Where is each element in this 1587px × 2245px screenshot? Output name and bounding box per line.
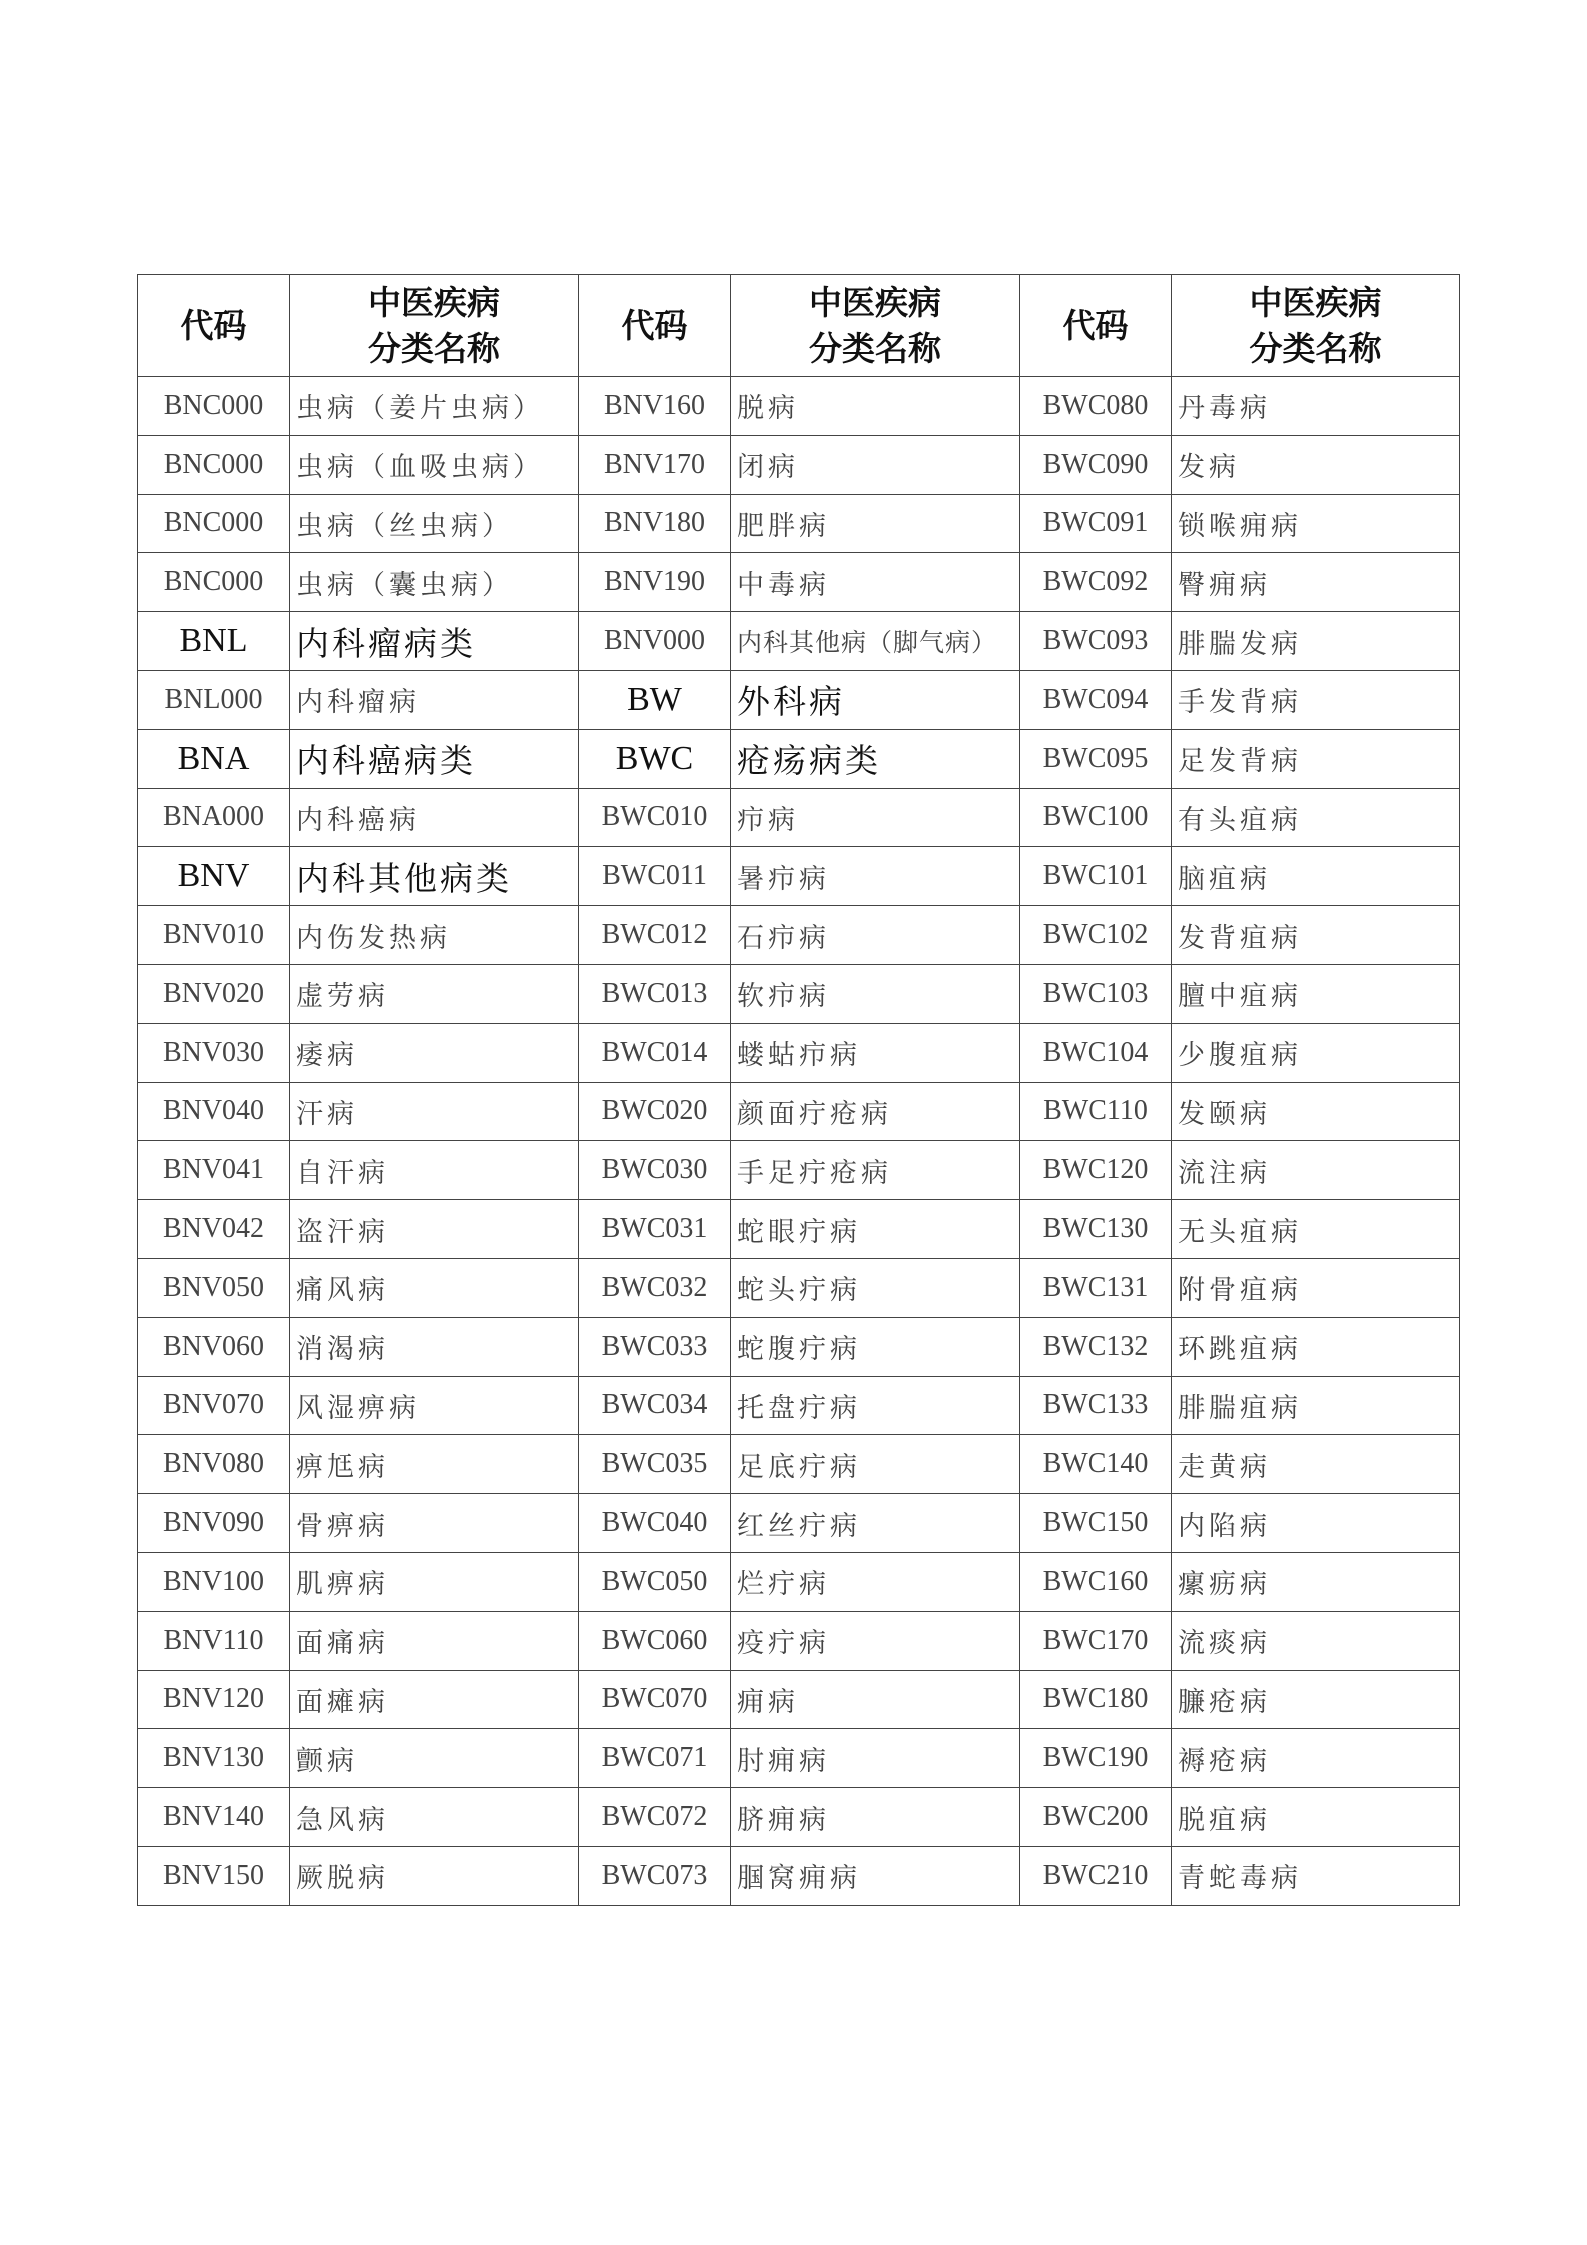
disease-name-cell: 托盘疔病 (731, 1376, 1020, 1435)
table-row (138, 964, 1460, 1023)
disease-name-cell: 自汗病 (290, 1141, 579, 1200)
disease-name-cell: 褥疮病 (1172, 1729, 1460, 1788)
code-cell: BNC000 (138, 377, 290, 436)
code-cell: BWC014 (579, 1023, 731, 1082)
table-row (138, 1258, 1460, 1317)
header-row (138, 275, 1460, 377)
disease-name-cell: 颜面疔疮病 (731, 1082, 1020, 1141)
tcm-disease-code-table (137, 274, 1460, 1906)
code-cell: BWC030 (579, 1141, 731, 1200)
disease-name-cell: 闭病 (731, 435, 1020, 494)
table-row (138, 1200, 1460, 1259)
table-row (138, 670, 1460, 729)
disease-name-cell: 痈病 (731, 1670, 1020, 1729)
code-cell: BWC033 (579, 1317, 731, 1376)
code-cell: BWC010 (579, 788, 731, 847)
name-header-line-1: 中医疾病 (368, 282, 500, 322)
disease-name-cell: 风湿痹病 (290, 1376, 579, 1435)
code-cell: BWC200 (1020, 1788, 1172, 1847)
code-cell: BWC120 (1020, 1141, 1172, 1200)
table-row (138, 1376, 1460, 1435)
disease-name-cell: 内科瘤病 (290, 670, 579, 729)
code-cell: BWC132 (1020, 1317, 1172, 1376)
table-row (138, 377, 1460, 436)
code-cell: BNV041 (138, 1141, 290, 1200)
disease-name-cell: 脱疽病 (1172, 1788, 1460, 1847)
disease-name-cell: 急风病 (290, 1788, 579, 1847)
name-header-line-2: 分类名称 (1249, 328, 1382, 368)
disease-name-cell: 痹尪病 (290, 1435, 579, 1494)
code-cell: BNV060 (138, 1317, 290, 1376)
code-cell: BWC160 (1020, 1552, 1172, 1611)
code-cell: BWC102 (1020, 906, 1172, 965)
code-cell: BWC091 (1020, 494, 1172, 553)
code-cell: BNV042 (138, 1200, 290, 1259)
disease-name-cell: 暑疖病 (731, 847, 1020, 906)
disease-name-cell: 肥胖病 (731, 494, 1020, 553)
code-header: 代码 (138, 275, 290, 377)
code-cell: BWC210 (1020, 1846, 1172, 1905)
table-row (138, 1611, 1460, 1670)
code-cell: BWC170 (1020, 1611, 1172, 1670)
disease-name-cell: 痛风病 (290, 1258, 579, 1317)
code-cell: BWC035 (579, 1435, 731, 1494)
category-name-cell: 疮疡病类 (731, 729, 1020, 788)
table-row (138, 1317, 1460, 1376)
code-cell: BWC131 (1020, 1258, 1172, 1317)
code-cell: BNC000 (138, 435, 290, 494)
disease-name-cell: 内陷病 (1172, 1494, 1460, 1553)
code-cell: BWC095 (1020, 729, 1172, 788)
table-row (138, 729, 1460, 788)
disease-name-cell: 虫病（丝虫病） (290, 494, 579, 553)
table-row (138, 1435, 1460, 1494)
code-cell: BNV140 (138, 1788, 290, 1847)
code-cell: BNV160 (579, 377, 731, 436)
disease-name-cell: 发病 (1172, 435, 1460, 494)
category-code-cell: BNV (138, 847, 290, 906)
code-cell: BWC180 (1020, 1670, 1172, 1729)
code-cell: BWC031 (579, 1200, 731, 1259)
table-row (138, 553, 1460, 612)
category-name-cell: 内科瘤病类 (290, 612, 579, 671)
disease-name-cell: 腓腨发病 (1172, 612, 1460, 671)
table-row (138, 1552, 1460, 1611)
name-header (1172, 275, 1460, 377)
disease-name-cell: 消渴病 (290, 1317, 579, 1376)
code-cell: BNV110 (138, 1611, 290, 1670)
code-cell: BWC020 (579, 1082, 731, 1141)
name-header (290, 275, 579, 377)
table-row (138, 1729, 1460, 1788)
disease-name-cell: 脱病 (731, 377, 1020, 436)
disease-name-cell: 肌痹病 (290, 1552, 579, 1611)
table-row (138, 435, 1460, 494)
code-cell: BNV090 (138, 1494, 290, 1553)
table-row (138, 788, 1460, 847)
disease-name-cell: 青蛇毒病 (1172, 1846, 1460, 1905)
disease-name-cell: 臁疮病 (1172, 1670, 1460, 1729)
code-cell: BNV050 (138, 1258, 290, 1317)
code-cell: BWC011 (579, 847, 731, 906)
disease-name-cell: 盗汗病 (290, 1200, 579, 1259)
disease-name-cell: 骨痹病 (290, 1494, 579, 1553)
disease-name-cell: 手足疔疮病 (731, 1141, 1020, 1200)
disease-name-cell: 中毒病 (731, 553, 1020, 612)
code-cell: BWC092 (1020, 553, 1172, 612)
code-header: 代码 (1020, 275, 1172, 377)
disease-name-cell: 蛇腹疔病 (731, 1317, 1020, 1376)
disease-name-cell: 蛇眼疔病 (731, 1200, 1020, 1259)
table-body (138, 377, 1460, 1906)
disease-name-cell: 无头疽病 (1172, 1200, 1460, 1259)
disease-classification-sheet (137, 274, 1459, 1906)
code-cell: BNV080 (138, 1435, 290, 1494)
category-code-cell: BNA (138, 729, 290, 788)
disease-name-cell: 发颐病 (1172, 1082, 1460, 1141)
disease-name-cell: 脑疽病 (1172, 847, 1460, 906)
code-cell: BWC071 (579, 1729, 731, 1788)
name-header-line-1: 中医疾病 (809, 282, 941, 322)
disease-name-cell: 疖病 (731, 788, 1020, 847)
code-cell: BWC013 (579, 964, 731, 1023)
disease-name-cell: 虫病（姜片虫病） (290, 377, 579, 436)
code-cell: BNV070 (138, 1376, 290, 1435)
code-cell: BNV120 (138, 1670, 290, 1729)
code-header: 代码 (579, 275, 731, 377)
code-cell: BWC190 (1020, 1729, 1172, 1788)
disease-name-cell: 腓腨疽病 (1172, 1376, 1460, 1435)
code-cell: BNV040 (138, 1082, 290, 1141)
disease-name-cell: 流痰病 (1172, 1611, 1460, 1670)
name-header-line-2: 分类名称 (809, 328, 941, 368)
code-cell: BNC000 (138, 494, 290, 553)
code-cell: BWC073 (579, 1846, 731, 1905)
table-row (138, 847, 1460, 906)
code-cell: BWC072 (579, 1788, 731, 1847)
code-cell: BWC101 (1020, 847, 1172, 906)
name-header-line-2: 分类名称 (368, 328, 500, 368)
disease-name-cell: 腘窝痈病 (731, 1846, 1020, 1905)
disease-name-cell: 汗病 (290, 1082, 579, 1141)
code-cell: BNV180 (579, 494, 731, 553)
code-cell: BWC133 (1020, 1376, 1172, 1435)
table-row (138, 612, 1460, 671)
code-cell: BWC060 (579, 1611, 731, 1670)
disease-name-cell: 流注病 (1172, 1141, 1460, 1200)
table-row (138, 1023, 1460, 1082)
code-cell: BWC094 (1020, 670, 1172, 729)
code-cell: BWC070 (579, 1670, 731, 1729)
table-row (138, 1494, 1460, 1553)
code-cell: BWC150 (1020, 1494, 1172, 1553)
disease-name-cell: 脐痈病 (731, 1788, 1020, 1847)
code-cell: BNV130 (138, 1729, 290, 1788)
disease-name-cell: 虚劳病 (290, 964, 579, 1023)
table-row (138, 906, 1460, 965)
code-cell: BWC032 (579, 1258, 731, 1317)
disease-name-cell: 内伤发热病 (290, 906, 579, 965)
code-cell: BWC140 (1020, 1435, 1172, 1494)
category-code-cell: BNL (138, 612, 290, 671)
disease-name-cell: 烂疔病 (731, 1552, 1020, 1611)
category-name-cell: 内科癌病类 (290, 729, 579, 788)
code-cell: BNV010 (138, 906, 290, 965)
disease-name-cell: 臀痈病 (1172, 553, 1460, 612)
disease-name-cell: 发背疽病 (1172, 906, 1460, 965)
category-code-cell: BWC (579, 729, 731, 788)
table-row (138, 1846, 1460, 1905)
code-cell: BWC012 (579, 906, 731, 965)
disease-name-cell: 肘痈病 (731, 1729, 1020, 1788)
code-cell: BWC034 (579, 1376, 731, 1435)
code-cell: BNV020 (138, 964, 290, 1023)
disease-name-cell: 少腹疽病 (1172, 1023, 1460, 1082)
disease-name-cell: 环跳疽病 (1172, 1317, 1460, 1376)
disease-name-cell: 膻中疽病 (1172, 964, 1460, 1023)
code-cell: BNV190 (579, 553, 731, 612)
category-name-cell: 内科其他病类 (290, 847, 579, 906)
disease-name-cell: 虫病（囊虫病） (290, 553, 579, 612)
code-cell: BWC090 (1020, 435, 1172, 494)
disease-name-cell: 附骨疽病 (1172, 1258, 1460, 1317)
code-cell: BNV000 (579, 612, 731, 671)
code-cell: BWC040 (579, 1494, 731, 1553)
code-cell: BWC130 (1020, 1200, 1172, 1259)
disease-name-cell: 内科癌病 (290, 788, 579, 847)
disease-name-cell: 有头疽病 (1172, 788, 1460, 847)
name-header (731, 275, 1020, 377)
disease-name-cell: 颤病 (290, 1729, 579, 1788)
table-row (138, 1141, 1460, 1200)
disease-name-cell: 厥脱病 (290, 1846, 579, 1905)
disease-name-cell: 手发背病 (1172, 670, 1460, 729)
code-cell: BNL000 (138, 670, 290, 729)
disease-name-cell: 蝼蛄疖病 (731, 1023, 1020, 1082)
category-name-cell: 外科病 (731, 670, 1020, 729)
name-header-line-1: 中医疾病 (1249, 282, 1382, 322)
code-cell: BWC080 (1020, 377, 1172, 436)
code-cell: BNC000 (138, 553, 290, 612)
code-cell: BWC050 (579, 1552, 731, 1611)
table-row (138, 1788, 1460, 1847)
disease-name-cell: 瘰疬病 (1172, 1552, 1460, 1611)
disease-name-cell: 内科其他病（脚气病） (731, 612, 1020, 671)
disease-name-cell: 足发背病 (1172, 729, 1460, 788)
disease-name-cell: 痿病 (290, 1023, 579, 1082)
disease-name-cell: 疫疔病 (731, 1611, 1020, 1670)
code-cell: BWC110 (1020, 1082, 1172, 1141)
code-cell: BWC100 (1020, 788, 1172, 847)
category-code-cell: BW (579, 670, 731, 729)
disease-name-cell: 蛇头疔病 (731, 1258, 1020, 1317)
disease-name-cell: 足底疔病 (731, 1435, 1020, 1494)
disease-name-cell: 软疖病 (731, 964, 1020, 1023)
code-cell: BWC103 (1020, 964, 1172, 1023)
code-cell: BNV150 (138, 1846, 290, 1905)
code-cell: BNV100 (138, 1552, 290, 1611)
disease-name-cell: 面痛病 (290, 1611, 579, 1670)
disease-name-cell: 石疖病 (731, 906, 1020, 965)
code-cell: BNV030 (138, 1023, 290, 1082)
disease-name-cell: 面瘫病 (290, 1670, 579, 1729)
table-row (138, 1670, 1460, 1729)
disease-name-cell: 走黄病 (1172, 1435, 1460, 1494)
table-row (138, 494, 1460, 553)
code-cell: BWC093 (1020, 612, 1172, 671)
disease-name-cell: 锁喉痈病 (1172, 494, 1460, 553)
code-cell: BNV170 (579, 435, 731, 494)
disease-name-cell: 红丝疔病 (731, 1494, 1020, 1553)
disease-name-cell: 虫病（血吸虫病） (290, 435, 579, 494)
disease-name-cell: 丹毒病 (1172, 377, 1460, 436)
code-cell: BNA000 (138, 788, 290, 847)
code-cell: BWC104 (1020, 1023, 1172, 1082)
table-row (138, 1082, 1460, 1141)
